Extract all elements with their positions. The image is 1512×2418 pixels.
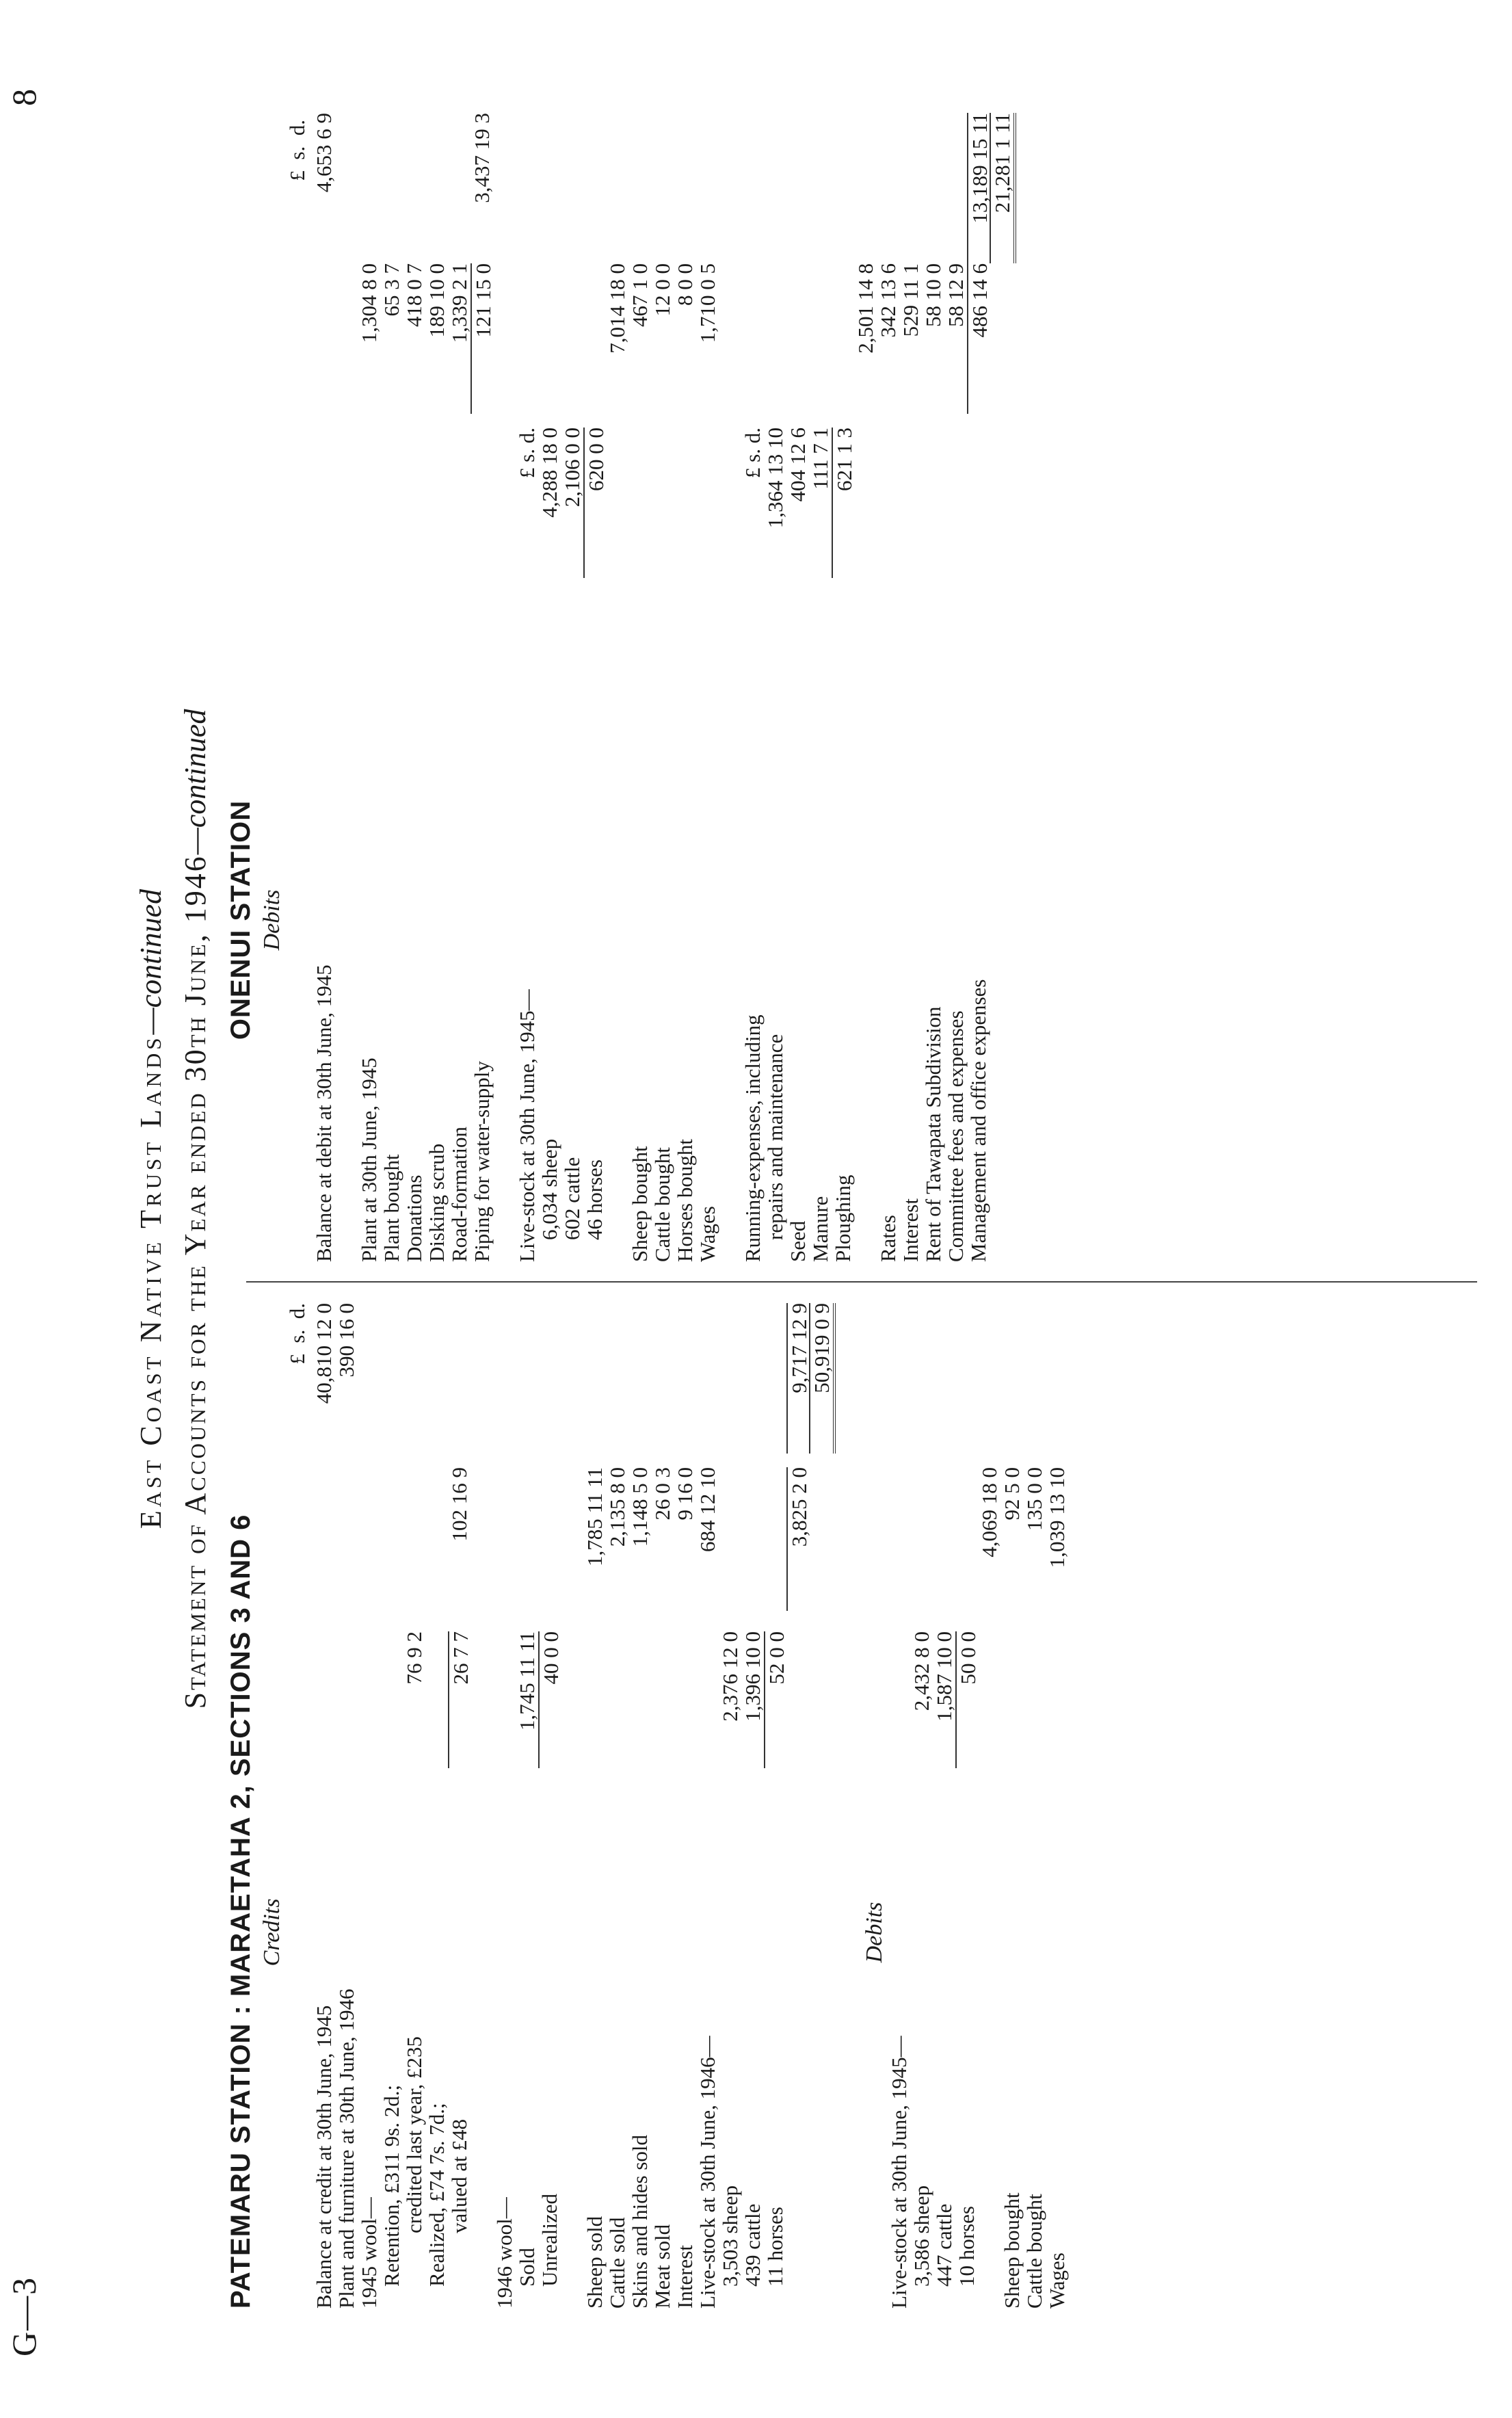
- table-row: [990, 113, 1012, 1262]
- onenui-pound-head: £: [285, 170, 309, 181]
- table-row: [832, 113, 854, 1262]
- patemaru-station-account: [226, 1296, 1068, 2309]
- table-row: [809, 1296, 832, 2309]
- table-row: [470, 1296, 493, 2309]
- row-label: Rent of Tawapata Subdivision: [921, 1006, 945, 1262]
- row-label: 439 cattle: [741, 2203, 765, 2287]
- amount-c2: 102 16 9: [447, 1467, 471, 1542]
- amount-c1: 1,396 10 0: [741, 1631, 765, 1722]
- table-row: [493, 1296, 516, 2309]
- heading-line1-continued: —continued: [134, 889, 168, 1035]
- amount-c2: 135 0 0: [1022, 1467, 1046, 1531]
- amount-c1: 1,364 13 10: [763, 428, 787, 529]
- amount-c1: 620 0 0: [583, 428, 607, 578]
- row-label: credited last year, £235: [402, 2036, 426, 2233]
- heading-line2-continued: —continued: [178, 709, 212, 855]
- table-row: [933, 1296, 955, 2309]
- table-row: [358, 113, 380, 1262]
- amount-c1: 4,288 18 0: [538, 428, 561, 518]
- row-label: Balance at debit at 30th June, 1945: [312, 964, 336, 1262]
- amount-c2: 342 13 6: [876, 263, 900, 338]
- table-row: [380, 113, 403, 1262]
- amount-c2: 684 12 10: [695, 1467, 719, 1552]
- row-label: Disking scrub: [425, 1143, 449, 1262]
- row-label: Sheep bought: [628, 1146, 652, 1262]
- onenui-pence-head: d.: [285, 120, 309, 136]
- table-row: [719, 1296, 741, 2309]
- table-row: [651, 113, 674, 1262]
- table-row: [583, 1296, 606, 2309]
- table-row: [1000, 1296, 1023, 2309]
- onenui-shilling-head: s.: [285, 146, 309, 160]
- onenui-title: ONENUI STATION: [226, 800, 256, 1040]
- table-row: [335, 113, 358, 1262]
- pence-head: d.: [285, 1303, 309, 1319]
- amount-c2: 12 0 0: [650, 263, 674, 317]
- row-label: Cattle bought: [1022, 2194, 1046, 2309]
- table-row: [358, 1296, 380, 2309]
- table-row: [516, 113, 538, 1262]
- row-label: Unrealized: [538, 2194, 561, 2287]
- amount-c1: £ s. d.: [741, 428, 765, 479]
- row-label: Horses bought: [673, 1139, 697, 1262]
- table-row: [403, 1296, 425, 2309]
- row-label: Live-stock at 30th June, 1946—: [695, 2036, 719, 2309]
- onenui-debits-table: [313, 113, 1012, 1262]
- table-row: [764, 113, 786, 1262]
- amount-c2: 58 10 0: [921, 263, 945, 327]
- table-row: [628, 1296, 651, 2309]
- row-label: Wages: [695, 1206, 719, 1262]
- row-label: 1945 wool—: [357, 2197, 381, 2309]
- patemaru-title: PATEMARU STATION : MARAETAHA 2, SECTIONS 3 AND 6: [226, 1514, 256, 2309]
- amount-c3: 40,810 12 0: [312, 1303, 336, 1404]
- table-row: [538, 1296, 561, 2309]
- amount-c1: 111 7 1: [808, 428, 832, 490]
- amount-c1: £ s. d.: [515, 428, 539, 479]
- table-row: [313, 113, 335, 1262]
- table-row: [380, 1296, 403, 2309]
- row-label: Rates: [876, 1215, 900, 1262]
- column-divider: [246, 1281, 1477, 1283]
- amount-c3: 390 16 0: [334, 1303, 358, 1378]
- statement-heading: [178, 0, 213, 2418]
- row-label: Seed: [786, 1220, 810, 1262]
- amount-c2: 26 0 3: [650, 1467, 674, 1521]
- table-row: [1023, 1296, 1046, 2309]
- amount-c2: 486 14 6: [967, 263, 991, 414]
- table-row: [877, 113, 899, 1262]
- row-label: 6,034 sheep: [538, 1138, 561, 1240]
- amount-c2: 2,135 8 0: [605, 1467, 629, 1547]
- row-label: Plant bought: [380, 1154, 403, 1262]
- row-label: Committee fees and expenses: [944, 1010, 968, 1262]
- amount-c1: 404 12 6: [786, 428, 810, 502]
- row-label: Plant at 30th June, 1945: [357, 1057, 381, 1262]
- table-row: [741, 1296, 764, 2309]
- table-row: [561, 1296, 583, 2309]
- onenui-debits-heading: Debits: [259, 889, 284, 951]
- amount-c2: 121 15 0: [470, 263, 494, 414]
- shilling-head: s.: [285, 1329, 309, 1343]
- amount-c1: 2,106 0 0: [560, 428, 584, 508]
- table-row: [448, 113, 470, 1262]
- table-row: [516, 1296, 538, 2309]
- amount-c1: 2,376 12 0: [718, 1631, 742, 1722]
- row-label: Piping for water-supply: [470, 1061, 494, 1262]
- amount-c1: 1,587 10 0: [932, 1631, 956, 1722]
- table-row: [583, 113, 606, 1262]
- table-row: [470, 113, 493, 1262]
- right-page-number: 8: [5, 88, 43, 106]
- row-label: Interest: [899, 1198, 923, 1262]
- amount-c2: 65 3 7: [380, 263, 403, 317]
- table-row: [786, 1296, 809, 2309]
- onenui-currency-head-row: [285, 113, 313, 1262]
- left-page-number: G—3: [5, 2276, 43, 2356]
- amount-c1: 50 0 0: [955, 1631, 979, 1768]
- amount-c3: 21,281 1 11: [990, 113, 1016, 263]
- row-label: 3,503 sheep: [718, 2185, 742, 2287]
- amount-c2: 8 0 0: [673, 263, 697, 306]
- amount-c2: 1,148 5 0: [628, 1467, 652, 1547]
- amount-c2: 92 5 0: [1000, 1467, 1024, 1521]
- table-row: [335, 1296, 358, 2309]
- table-row: [313, 1296, 335, 2309]
- table-row: [741, 113, 764, 1262]
- row-label: Skins and hides sold: [628, 2134, 652, 2309]
- row-label: Meat sold: [650, 2224, 674, 2309]
- debits-table: [888, 1296, 1068, 2309]
- onenui-currency-head: [285, 120, 310, 257]
- row-label: 10 horses: [955, 2206, 979, 2287]
- row-label: 46 horses: [583, 1159, 607, 1240]
- amount-c1: 26 7 7: [448, 1631, 472, 1768]
- pound-head: £: [285, 1354, 309, 1365]
- credits-table: [313, 1296, 832, 2309]
- amount-c1: 2,432 8 0: [910, 1631, 933, 1711]
- amount-c2: 1,339 2 1: [447, 263, 471, 343]
- amount-c2: 467 1 0: [628, 263, 652, 327]
- amount-c1: 52 0 0: [764, 1631, 788, 1768]
- amount-c1: 76 9 2: [402, 1631, 426, 1685]
- row-label: Realized, £74 7s. 7d.;: [425, 2103, 449, 2287]
- table-row: [628, 113, 651, 1262]
- amount-c2: 2,501 14 8: [853, 263, 877, 354]
- amount-c2: 1,304 8 0: [357, 263, 381, 343]
- table-row: [696, 113, 719, 1262]
- table-row: [967, 113, 990, 1262]
- table-row: [493, 113, 516, 1262]
- document-heading: [133, 0, 168, 2418]
- table-row: [1046, 1296, 1068, 2309]
- row-label: Road-formation: [447, 1126, 471, 1262]
- table-row: [403, 113, 425, 1262]
- row-label: valued at £48: [447, 2118, 471, 2233]
- amount-c2: 1,710 0 5: [695, 263, 719, 343]
- row-label: 3,586 sheep: [910, 2185, 933, 2287]
- table-row: [888, 1296, 910, 2309]
- heading-line1: East Coast Native Trust Lands: [134, 1034, 168, 1529]
- row-label: 602 cattle: [560, 1157, 584, 1240]
- row-label: Cattle bought: [650, 1147, 674, 1262]
- amount-c2: 1,785 11 11: [583, 1467, 607, 1566]
- row-label: repairs and maintenance: [763, 1034, 787, 1240]
- table-row: [944, 113, 967, 1262]
- table-row: [696, 1296, 719, 2309]
- table-row: [978, 1296, 1000, 2309]
- table-row: [955, 1296, 978, 2309]
- row-label: Live-stock at 30th June, 1945—: [515, 989, 539, 1262]
- table-row: [922, 113, 944, 1262]
- amount-c3: 13,189 15 11: [967, 113, 991, 263]
- row-label: Management and office expenses: [966, 979, 990, 1262]
- table-row: [764, 1296, 786, 2309]
- row-label: Sheep sold: [583, 2216, 607, 2309]
- table-row: [719, 113, 741, 1262]
- debits-heading: Debits: [862, 1902, 887, 1963]
- table-row: [910, 1296, 933, 2309]
- row-label: Sold: [515, 2248, 539, 2287]
- amount-c1: 1,745 11 11: [515, 1631, 539, 1731]
- row-label: Donations: [402, 1174, 426, 1262]
- table-row: [425, 113, 448, 1262]
- row-label: Ploughing: [831, 1174, 855, 1262]
- currency-head-row: [285, 1296, 313, 2309]
- row-label: Plant and furniture at 30th June, 1946: [334, 1988, 358, 2309]
- row-label: Wages: [1045, 2252, 1069, 2309]
- table-row: [854, 113, 877, 1262]
- amount-c2: 418 0 7: [402, 263, 426, 327]
- amount-c3: 4,653 6 9: [312, 113, 336, 193]
- table-row: [809, 113, 832, 1262]
- credits-heading: Credits: [259, 1898, 284, 1967]
- amount-c2: 189 10 0: [425, 263, 449, 338]
- row-label: Running-expenses, including: [741, 1014, 765, 1262]
- table-row: [651, 1296, 674, 2309]
- row-label: 11 horses: [763, 2207, 787, 2287]
- currency-head: [285, 1303, 310, 1440]
- amount-c3: 9,717 12 9: [786, 1303, 810, 1454]
- row-label: 447 cattle: [932, 2203, 956, 2287]
- row-label: Interest: [673, 2245, 697, 2309]
- amount-c2: 9 16 0: [673, 1467, 697, 1521]
- table-row: [674, 1296, 696, 2309]
- amount-c2: 4,069 18 0: [977, 1467, 1001, 1558]
- amount-c2: 58 12 9: [944, 263, 968, 327]
- table-row: [561, 113, 583, 1262]
- onenui-station-account: [226, 113, 1012, 1262]
- amount-c2: 7,014 18 0: [605, 263, 629, 354]
- table-row: [425, 1296, 448, 2309]
- amount-c3: 50,919 0 9: [809, 1303, 836, 1454]
- row-label: Balance at credit at 30th June, 1945: [312, 2005, 336, 2309]
- amount-c1: 40 0 0: [538, 1631, 562, 1768]
- amount-c2: 1,039 13 10: [1045, 1467, 1069, 1568]
- row-label: Sheep bought: [1000, 2192, 1024, 2309]
- row-label: Live-stock at 30th June, 1945—: [887, 2036, 911, 2309]
- table-row: [606, 113, 628, 1262]
- row-label: Cattle sold: [605, 2217, 629, 2309]
- row-label: Manure: [808, 1196, 832, 1262]
- table-row: [447, 1296, 473, 2309]
- table-row: [538, 113, 561, 1262]
- heading-line2: Statement of Accounts for the Year ended 30th June, 1946: [178, 854, 212, 1709]
- amount-c2: 3,825 2 0: [786, 1467, 810, 1611]
- table-row: [674, 113, 696, 1262]
- amount-c1: 621 1 3: [832, 428, 856, 578]
- row-label: Retention, £311 9s. 2d.;: [380, 2084, 403, 2287]
- amount-c2: 529 11 1: [899, 263, 923, 337]
- table-row: [786, 113, 809, 1262]
- row-label: 1946 wool—: [492, 2197, 516, 2309]
- table-row: [606, 1296, 628, 2309]
- table-row: [899, 113, 922, 1262]
- amount-c3: 3,437 19 3: [470, 113, 494, 203]
